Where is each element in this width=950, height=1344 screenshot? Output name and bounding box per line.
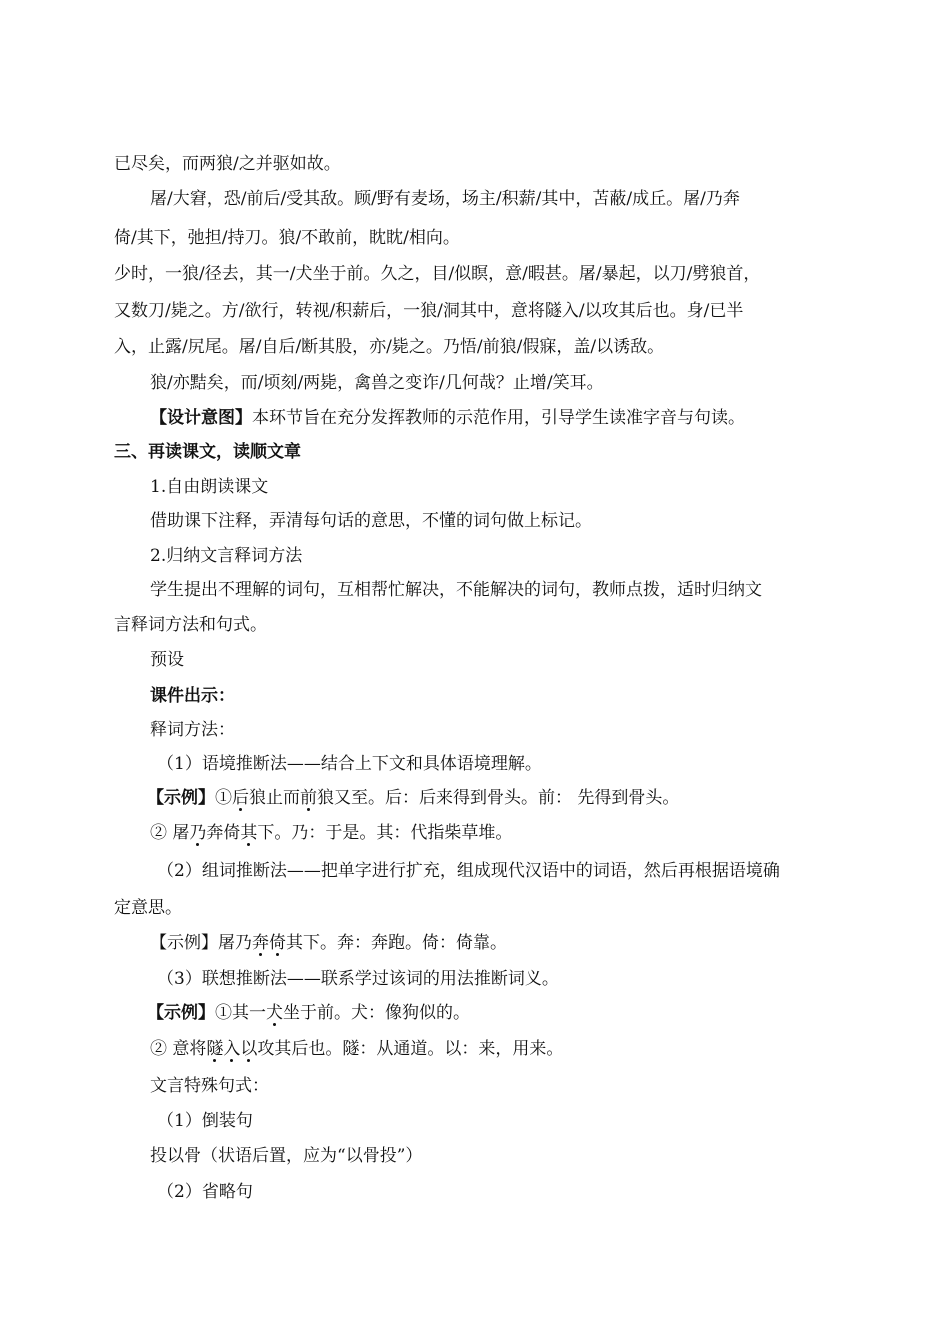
- design-intent-text: 本环节旨在充分发挥教师的示范作用，引导学生读准字音与句读。: [252, 408, 745, 428]
- example-text: 狼又至。后：后来得到骨头。前： 先得到骨头。: [317, 788, 680, 808]
- example-text: 下。乃：于是。其：代指柴草堆。: [257, 823, 513, 843]
- text-line: 言释词方法和句式。: [114, 615, 267, 635]
- dotted-char: 犬: [266, 1003, 283, 1023]
- example-text: ② 屠: [150, 823, 190, 843]
- text-line: 定意思。: [114, 898, 182, 918]
- example-line: [150, 931, 864, 955]
- design-intent-label: 【设计意图】: [150, 408, 252, 428]
- example-label: 【示例】: [147, 1003, 215, 1023]
- example-line: [147, 1001, 897, 1025]
- dotted-char: 以: [240, 1039, 258, 1059]
- section-heading: 三、再读课文，读顺文章: [114, 442, 301, 462]
- dotted-char: 前: [300, 788, 317, 808]
- method-item: （1）语境推断法——结合上下文和具体语境理解。: [157, 754, 542, 774]
- dotted-char: 乃: [189, 823, 207, 843]
- dotted-char: 其: [240, 823, 258, 843]
- courseware-label: 课件出示：: [150, 686, 235, 706]
- text-line: 又数刀/毙之。方/欲行，转视/积薪后，一狼/洞其中，意将隧入/以攻其后也。身/已半: [114, 301, 744, 321]
- text-line: 借助课下注释，弄清每句话的意思，不懂的词句做上标记。: [150, 511, 592, 531]
- example-text: 坐于前。犬：像狗似的。: [283, 1003, 470, 1023]
- text-line: 狼/亦黠矣，而/顷刻/两毙，禽兽之变诈/几何哉？止增/笑耳。: [150, 373, 604, 393]
- text-line: 释词方法：: [150, 720, 235, 740]
- dotted-char: 入: [223, 1039, 241, 1059]
- example-text: 攻其后也。隧：从通道。以：来，用来。: [257, 1039, 564, 1059]
- example-label: 【示例】: [147, 788, 215, 808]
- example-text: 其下。奔：奔跑。倚：倚靠。: [286, 933, 507, 953]
- text-line: 文言特殊句式：: [150, 1076, 269, 1096]
- design-intent: [150, 406, 864, 430]
- example-line: [150, 1037, 864, 1061]
- text-line: 少时，一狼/径去，其一/犬坐于前。久之，目/似瞑，意/暇甚。屠/暴起，以刀/劈狼首，: [114, 264, 761, 284]
- method-item: （3）联想推断法——联系学过该词的用法推断词义。: [157, 969, 559, 989]
- example-line: [147, 786, 897, 810]
- text-line: 入，止露/尻尾。屠/自后/断其股，亦/毙之。乃悟/前狼/假寐，盖/以诱敌。: [114, 337, 665, 357]
- example-line: [150, 821, 864, 845]
- example-text: 狼止而: [249, 788, 300, 808]
- step-title: 2.归纳文言释词方法: [150, 546, 303, 566]
- dotted-char: 倚: [269, 933, 286, 953]
- example-text: ② 意将: [150, 1039, 207, 1059]
- method-item: （2）省略句: [157, 1182, 253, 1202]
- method-item: （1）倒装句: [157, 1111, 253, 1131]
- dotted-char: 隧: [206, 1039, 224, 1059]
- text-line: 预设: [150, 650, 184, 670]
- text-line: 学生提出不理解的词句，互相帮忙解决，不能解决的词句，教师点拨，适时归纳文: [150, 580, 762, 600]
- text-line: 倚/其下，弛担/持刀。狼/不敢前，眈眈/相向。: [114, 228, 460, 248]
- text-line: 投以骨（状语后置，应为“以骨投”）: [150, 1146, 423, 1166]
- dotted-char: 奔: [252, 933, 269, 953]
- example-text: ①其一: [215, 1003, 266, 1023]
- example-text: 奔倚: [206, 823, 241, 843]
- example-text: 【示例】屠乃: [150, 933, 252, 953]
- text-line: 已尽矣，而两狼/之并驱如故。: [114, 154, 341, 174]
- dotted-char: 后: [232, 788, 249, 808]
- example-text: ①: [215, 788, 232, 808]
- text-line: 屠/大窘，恐/前后/受其敌。顾/野有麦场，场主/积薪/其中，苫蔽/成丘。屠/乃奔: [150, 189, 740, 209]
- step-title: 1.自由朗读课文: [150, 477, 269, 497]
- method-item: （2）组词推断法——把单字进行扩充，组成现代汉语中的词语，然后再根据语境确: [157, 861, 780, 881]
